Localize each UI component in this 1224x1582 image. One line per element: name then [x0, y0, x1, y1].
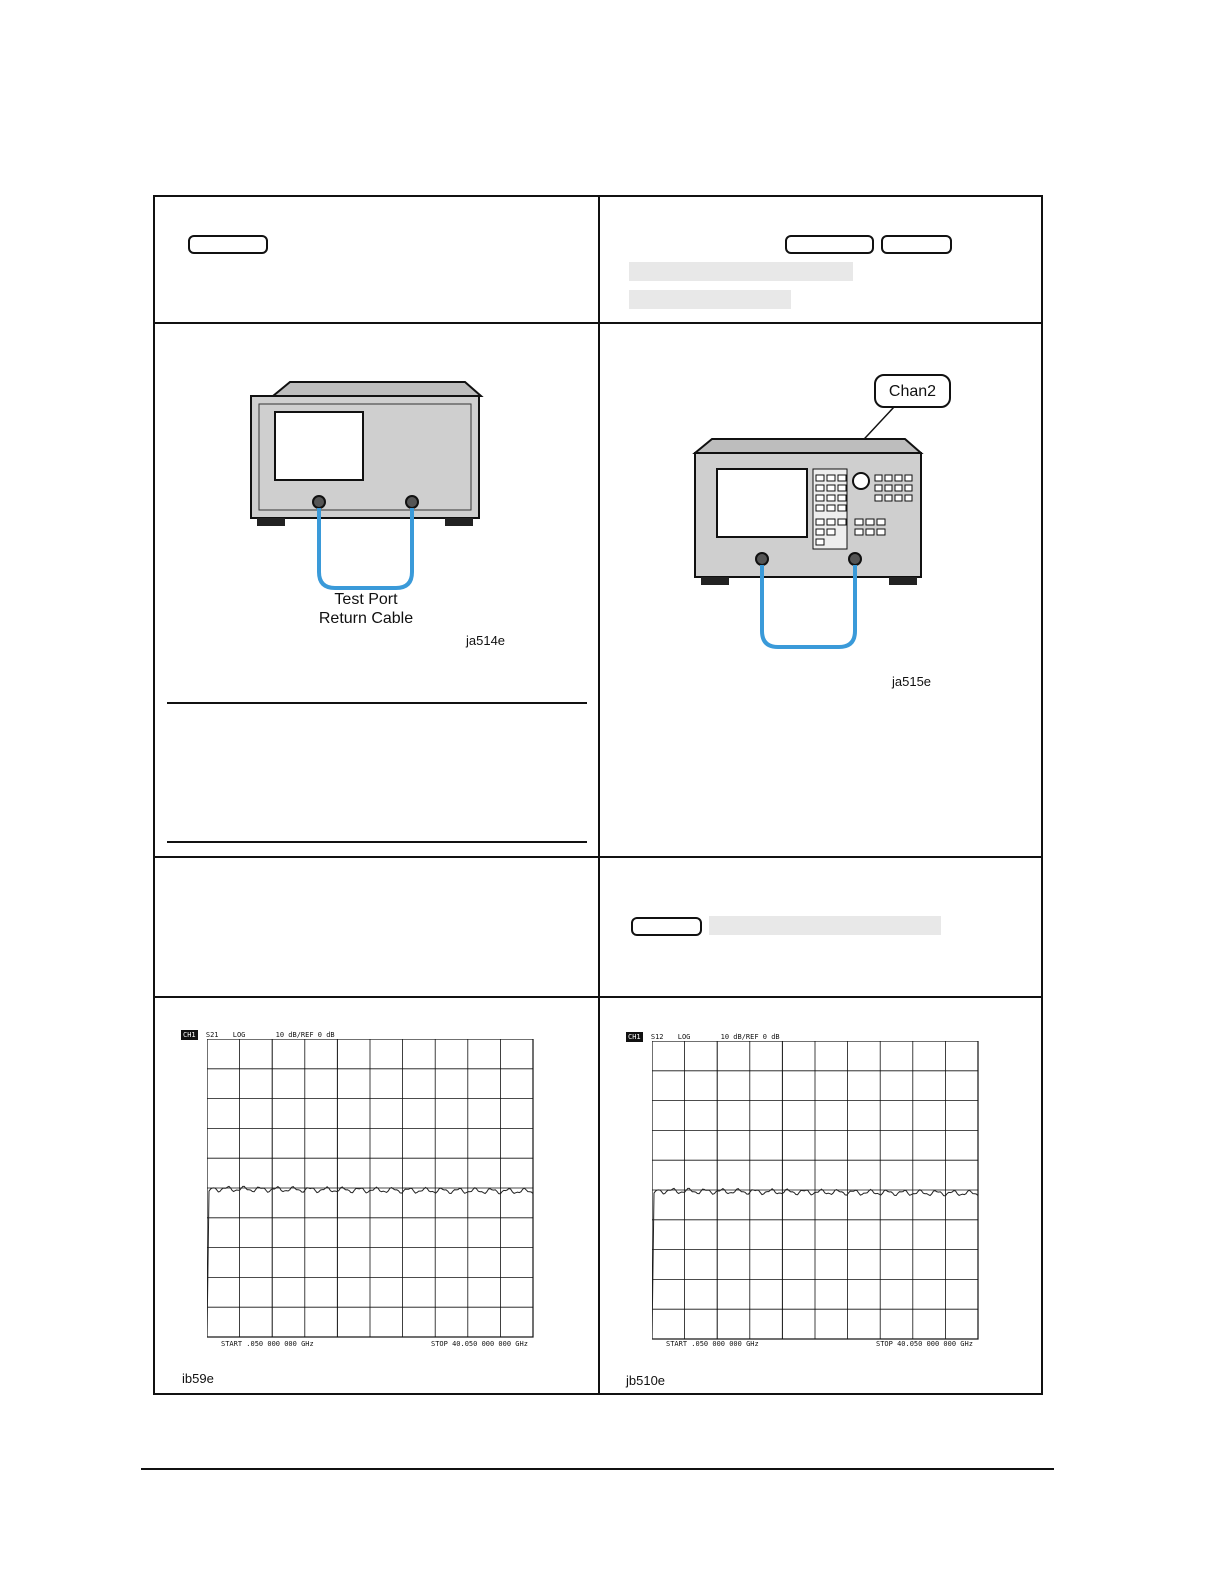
start-frequency: START .050 000 000 GHz [666, 1340, 759, 1348]
note-rule [167, 841, 587, 843]
s12-plot [626, 1031, 1016, 1361]
row-divider [155, 996, 1041, 998]
row-divider [155, 856, 1041, 858]
procedure-table [153, 195, 1043, 1395]
plot-parameter: S12 [650, 1033, 664, 1041]
page-footer-rule [141, 1468, 1054, 1470]
softkey-bar[interactable] [709, 916, 941, 935]
plot-scale: 10 dB/REF 0 dB [275, 1031, 335, 1039]
plot-parameter: S21 [205, 1031, 219, 1039]
column-divider [598, 197, 600, 1393]
figure-id: ja515e [892, 674, 932, 689]
softkey-bar[interactable] [629, 262, 853, 281]
chan2-callout-label: Chan2 [888, 383, 937, 400]
row-divider [155, 322, 1041, 324]
plot-format: LOG [232, 1031, 246, 1039]
hardkey-button[interactable] [631, 917, 702, 936]
hardkey-button[interactable] [188, 235, 268, 254]
hardkey-button[interactable] [785, 235, 874, 254]
cable-label: Return Cable [318, 610, 414, 627]
stop-frequency: STOP 40.050 000 000 GHz [876, 1340, 973, 1348]
channel-badge: CH1 [183, 1031, 196, 1039]
softkey-bar[interactable] [629, 290, 791, 309]
figure-id: jb510e [626, 1373, 666, 1388]
s21-plot [181, 1029, 571, 1359]
plot-scale: 10 dB/REF 0 dB [720, 1033, 780, 1041]
stop-frequency: STOP 40.050 000 000 GHz [431, 1340, 528, 1348]
channel-badge: CH1 [628, 1033, 641, 1041]
trace-grid [652, 1041, 982, 1341]
start-frequency: START .050 000 000 GHz [221, 1340, 314, 1348]
figure-id: ja514e [466, 633, 506, 648]
figure-id: ib59e [182, 1371, 214, 1386]
trace-grid [207, 1039, 537, 1339]
cable-label: Test Port [334, 591, 398, 608]
plot-format: LOG [677, 1033, 691, 1041]
hardkey-button[interactable] [881, 235, 952, 254]
note-rule [167, 702, 587, 704]
analyzer-front-panel-illustration [685, 369, 955, 659]
